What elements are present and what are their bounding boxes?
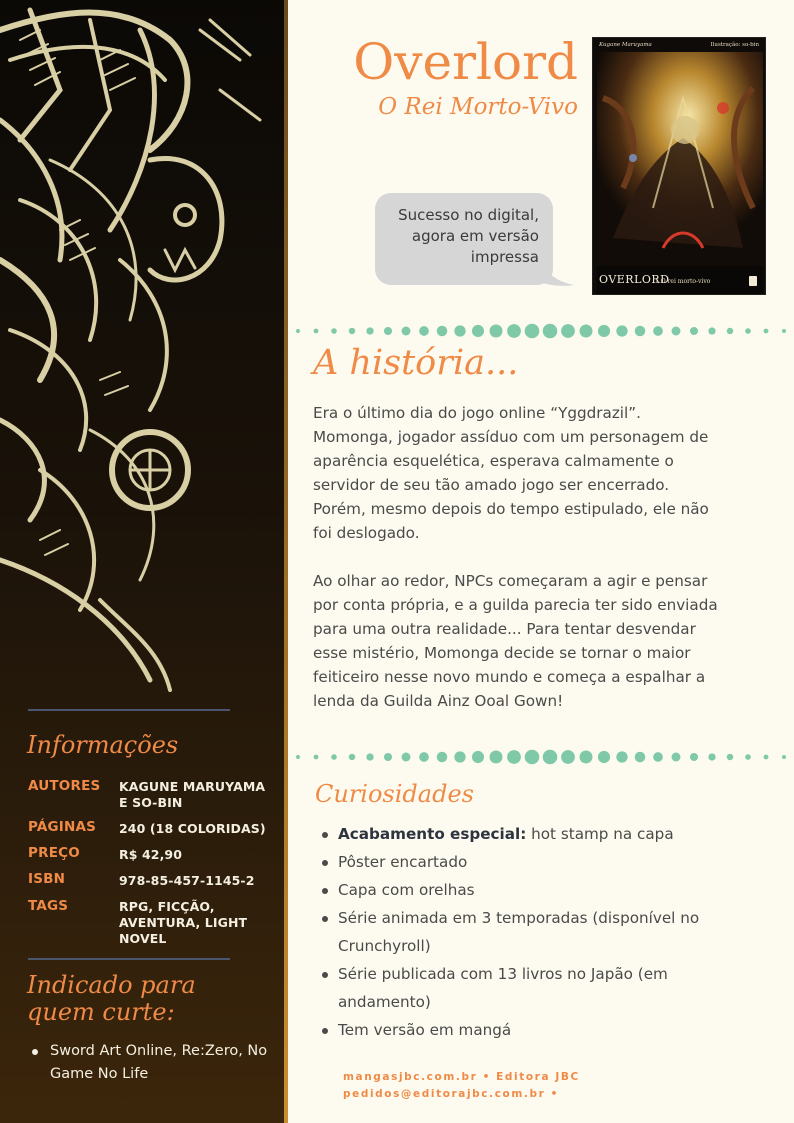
- speech-bubble: [375, 193, 553, 285]
- info-value-pages: 240 (18 COLORIDAS): [119, 821, 266, 836]
- divider-dot: [366, 327, 373, 334]
- curiosities-list: [320, 820, 790, 1044]
- divider-dot: [708, 327, 715, 334]
- cover-title: OVERLORD: [599, 273, 670, 286]
- divider-dot: [437, 326, 448, 337]
- curiosity-item: [320, 820, 790, 848]
- footer: [343, 1069, 580, 1103]
- divider-dot: [635, 752, 646, 763]
- divider-dot: [384, 753, 392, 761]
- divider-dot: [782, 329, 786, 333]
- divider-dot: [764, 755, 769, 760]
- recommended-heading-line1: Indicado para: [27, 971, 196, 999]
- curiosities-heading: Curiosidades: [315, 780, 474, 808]
- divider-dot: [314, 329, 319, 334]
- footer-line-1[interactable]: mangasjbc.com.br • Editora JBC: [343, 1071, 580, 1083]
- cover-illustrator: Ilustração: so-bin: [710, 42, 759, 48]
- divider-dot: [616, 751, 627, 762]
- bubble-line-3: impressa: [470, 248, 539, 266]
- divider-dot: [331, 754, 337, 760]
- story-paragraph-2: Ao olhar ao redor, NPCs começaram a agir e pensar por conta própria, e a guilda parecia ter sido enviada para uma outra realidade... Para tentar desvendar esse mistério, Momonga decide se tornar o maior feiticeiro nesse novo mundo e começa a espalhar a lenda da Guilda Ainz Ooal Gown!: [313, 572, 718, 710]
- divider-dot: [598, 325, 610, 337]
- divider-dot: [314, 755, 319, 760]
- curiosity-item: Tem versão em mangá: [320, 1016, 790, 1044]
- bubble-line-1: Sucesso no digital,: [398, 206, 539, 224]
- curiosity-item: Capa com orelhas: [320, 876, 790, 904]
- curiosity-item-bold: Acabamento especial:: [338, 825, 527, 843]
- info-value-authors: KAGUNE MARUYAMA E SO-BIN: [119, 779, 266, 810]
- info-value-price: R$ 42,90: [119, 847, 183, 862]
- divider-dot: [764, 329, 769, 334]
- divider-dot: [782, 755, 786, 759]
- recommended-heading: [27, 972, 196, 1026]
- divider-dot: [561, 750, 575, 764]
- dots-divider-top: [288, 321, 794, 341]
- divider-dot: [349, 754, 355, 760]
- divider-dot: [349, 328, 355, 334]
- divider-dot: [507, 324, 521, 338]
- divider-dot: [635, 326, 646, 337]
- divider-dot: [402, 753, 411, 762]
- divider-dot: [616, 325, 627, 336]
- cover-art: [593, 38, 766, 295]
- divider-dot: [598, 751, 610, 763]
- divider-dot: [745, 754, 751, 760]
- divider-dot: [543, 324, 558, 339]
- divider-dot: [653, 752, 663, 762]
- info-key-pages: PÁGINAS: [28, 819, 97, 835]
- divider-dot: [507, 750, 521, 764]
- info-heading: Informações: [27, 731, 179, 759]
- info-key-price: PREÇO: [28, 845, 80, 861]
- page-title: Overlord: [353, 33, 578, 91]
- divider-dot: [745, 328, 751, 334]
- story-paragraph-1: Era o último dia do jogo online “Yggdrazil”. Momonga, jogador assíduo com um personagem de aparência esquelética, esperava calmamente o servidor de seu tão amado jogo ser encerrado. Porém, mesmo depois do tempo estipulado, ele não foi deslogado.: [313, 404, 709, 542]
- bubble-line-2: agora em versão: [411, 227, 539, 245]
- curiosity-item: Série publicada com 13 livros no Japão (em andamento): [320, 960, 700, 1016]
- recommended-heading-line2: quem curte:: [27, 998, 175, 1026]
- divider-dot: [331, 328, 337, 334]
- cover-author: Kugane Maruyama: [599, 42, 652, 48]
- info-value-tags: RPG, FICÇÃO, AVENTURA, LIGHT NOVEL: [119, 899, 248, 946]
- divider-dot: [490, 325, 503, 338]
- divider-dot: [437, 752, 448, 763]
- divider-dot: [490, 751, 503, 764]
- divider-dot: [384, 327, 392, 335]
- sidebar: [0, 0, 286, 1123]
- curiosity-item: Série animada em 3 temporadas (disponível no Crunchyroll): [320, 904, 710, 960]
- info-divider-bottom: [28, 958, 230, 960]
- divider-dot: [580, 751, 593, 764]
- divider-dot: [653, 326, 663, 336]
- info-key-isbn: ISBN: [28, 871, 66, 887]
- divider-dot: [296, 329, 300, 333]
- divider-dot: [454, 751, 465, 762]
- story-heading: A história...: [313, 343, 519, 383]
- divider-dot: [690, 753, 698, 761]
- character-illustration: [0, 0, 286, 700]
- divider-dot: [672, 753, 681, 762]
- divider-dot: [419, 326, 429, 336]
- divider-dot: [525, 750, 540, 765]
- divider-dot: [543, 750, 558, 765]
- divider-dot: [672, 327, 681, 336]
- divider-dot: [472, 325, 484, 337]
- cover-top-text: [599, 42, 759, 48]
- info-divider-top: [28, 709, 230, 711]
- recommended-item: Sword Art Online, Re:Zero, No Game No Life: [32, 1040, 272, 1086]
- curiosity-item-rest: hot stamp na capa: [526, 825, 674, 843]
- sidebar-edge: [284, 0, 288, 1123]
- divider-dot: [296, 755, 300, 759]
- divider-dot: [690, 327, 698, 335]
- divider-dot: [419, 752, 429, 762]
- info-key-tags: TAGS: [28, 898, 69, 914]
- divider-dot: [561, 324, 575, 338]
- divider-dot: [366, 753, 373, 760]
- info-key-authors: AUTORES: [28, 778, 101, 794]
- divider-dot: [727, 754, 733, 760]
- page-subtitle: O Rei Morto-Vivo: [378, 94, 578, 120]
- book-cover: [592, 37, 766, 295]
- cover-volume: 1 O rei morto-vivo: [655, 278, 711, 285]
- dots-divider-bottom: [288, 747, 794, 767]
- divider-dot: [525, 324, 540, 339]
- divider-dot: [472, 751, 484, 763]
- divider-dot: [727, 328, 733, 334]
- publisher-logo-icon: [749, 276, 757, 286]
- info-value-isbn: 978-85-457-1145-2: [119, 873, 255, 888]
- divider-dot: [580, 325, 593, 338]
- footer-line-2[interactable]: pedidos@editorajbc.com.br •: [343, 1088, 559, 1100]
- curiosity-item: Pôster encartado: [320, 848, 790, 876]
- divider-dot: [402, 327, 411, 336]
- divider-dot: [454, 325, 465, 336]
- divider-dot: [708, 753, 715, 760]
